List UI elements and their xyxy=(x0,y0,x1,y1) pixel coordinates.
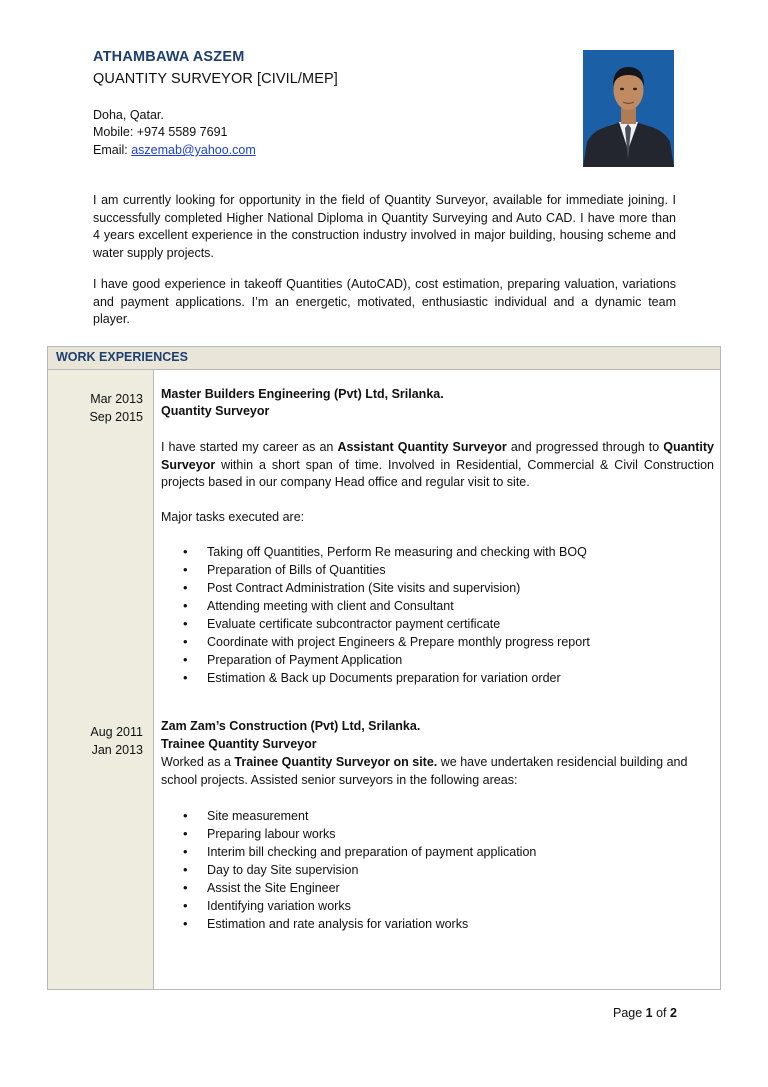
location: Doha, Qatar. xyxy=(93,108,164,122)
job-1-desc-bold-1: Assistant Quantity Surveyor xyxy=(337,440,507,454)
list-item: • Preparing labour works xyxy=(161,825,536,843)
section-title: WORK EXPERIENCES xyxy=(56,350,188,364)
email-label: Email: xyxy=(93,143,132,157)
list-item: • Preparation of Bills of Quantities xyxy=(161,561,590,579)
list-item: • Post Contract Administration (Site visits and supervision) xyxy=(161,579,590,597)
list-item: • Identifying variation works xyxy=(161,897,536,915)
list-item: • Evaluate certificate subcontractor payment certificate xyxy=(161,615,590,633)
list-item: • Assist the Site Engineer xyxy=(161,879,536,897)
job-2-end-date: Jan 2013 xyxy=(91,743,143,757)
candidate-name: ATHAMBAWA ASZEM xyxy=(93,49,245,65)
total-pages: 2 xyxy=(670,1006,677,1020)
email-link[interactable]: aszemab@yahoo.com xyxy=(131,143,256,157)
list-item: • Interim bill checking and preparation of payment application xyxy=(161,843,536,861)
job-1-dates xyxy=(89,390,143,426)
job-2-desc-bold-1: Trainee Quantity Surveyor on site. xyxy=(234,755,438,769)
job-2-dates xyxy=(90,723,143,759)
job-title: QUANTITY SURVEYOR [CIVIL/MEP] xyxy=(93,71,338,87)
list-item: • Estimation & Back up Documents preparation for variation order xyxy=(161,669,590,687)
list-item: • Coordinate with project Engineers & Prepare monthly progress report xyxy=(161,633,590,651)
current-page: 1 xyxy=(645,1006,653,1020)
job-1-tasks-label: Major tasks executed are: xyxy=(161,510,305,524)
profile-photo xyxy=(583,50,674,167)
job-2-description: Worked as a Trainee Quantity Surveyor on site. we have undertaken residencial building and school projects. Assisted senior surveyors in the following areas: xyxy=(161,755,688,787)
mobile-number: Mobile: +974 5589 7691 xyxy=(93,125,228,139)
list-item: • Taking off Quantities, Perform Re measuring and checking with BOQ xyxy=(161,543,590,561)
portrait-illustration xyxy=(583,50,674,167)
job-2-start-date: Aug 2011 xyxy=(90,725,143,739)
job-1-desc-bold-2: Quantity Surveyor xyxy=(161,440,714,472)
email-line xyxy=(93,143,256,157)
work-experience-header xyxy=(48,347,720,370)
job-2-role: Trainee Quantity Surveyor xyxy=(161,737,317,751)
list-item: • Preparation of Payment Application xyxy=(161,651,590,669)
list-item: • Site measurement xyxy=(161,807,536,825)
job-2-task-list xyxy=(161,807,536,933)
page-number: Page 1 of 2 xyxy=(613,1006,677,1020)
job-2-company: Zam Zam’s Construction (Pvt) Ltd, Srilanka. xyxy=(161,719,421,733)
job-1-role: Quantity Surveyor xyxy=(161,404,270,418)
job-1-task-list xyxy=(161,543,590,687)
job-1-end-date: Sep 2015 xyxy=(89,410,143,424)
list-item: • Estimation and rate analysis for variation works xyxy=(161,915,536,933)
list-item: • Attending meeting with client and Consultant xyxy=(161,597,590,615)
job-1-start-date: Mar 2013 xyxy=(90,392,143,406)
job-1-company: Master Builders Engineering (Pvt) Ltd, Srilanka. xyxy=(161,387,444,401)
date-column xyxy=(48,370,154,989)
summary-paragraph-1: I am currently looking for opportunity in the field of Quantity Surveyor, available for immediate joining. I successfully completed Higher National Diploma in Quantity Surveying and Auto CAD. I have more than 4 years excellent experience in the construction industry involved in major building, housing scheme and water supply projects. xyxy=(93,193,676,260)
job-1-description: I have started my career as an Assistant Quantity Surveyor and progressed through to Quantity Surveyor within a short span of time. Involved in Residential, Commercial & Civil Construction projects based in our company Head office and regular visit to site. xyxy=(161,440,714,489)
list-item: • Day to day Site supervision xyxy=(161,861,536,879)
summary-paragraph-2: I have good experience in takeoff Quantities (AutoCAD), cost estimation, preparing valuation, variations and payment applications. I’m an energetic, motivated, enthusiastic individual and a dynamic team player. xyxy=(93,277,676,326)
